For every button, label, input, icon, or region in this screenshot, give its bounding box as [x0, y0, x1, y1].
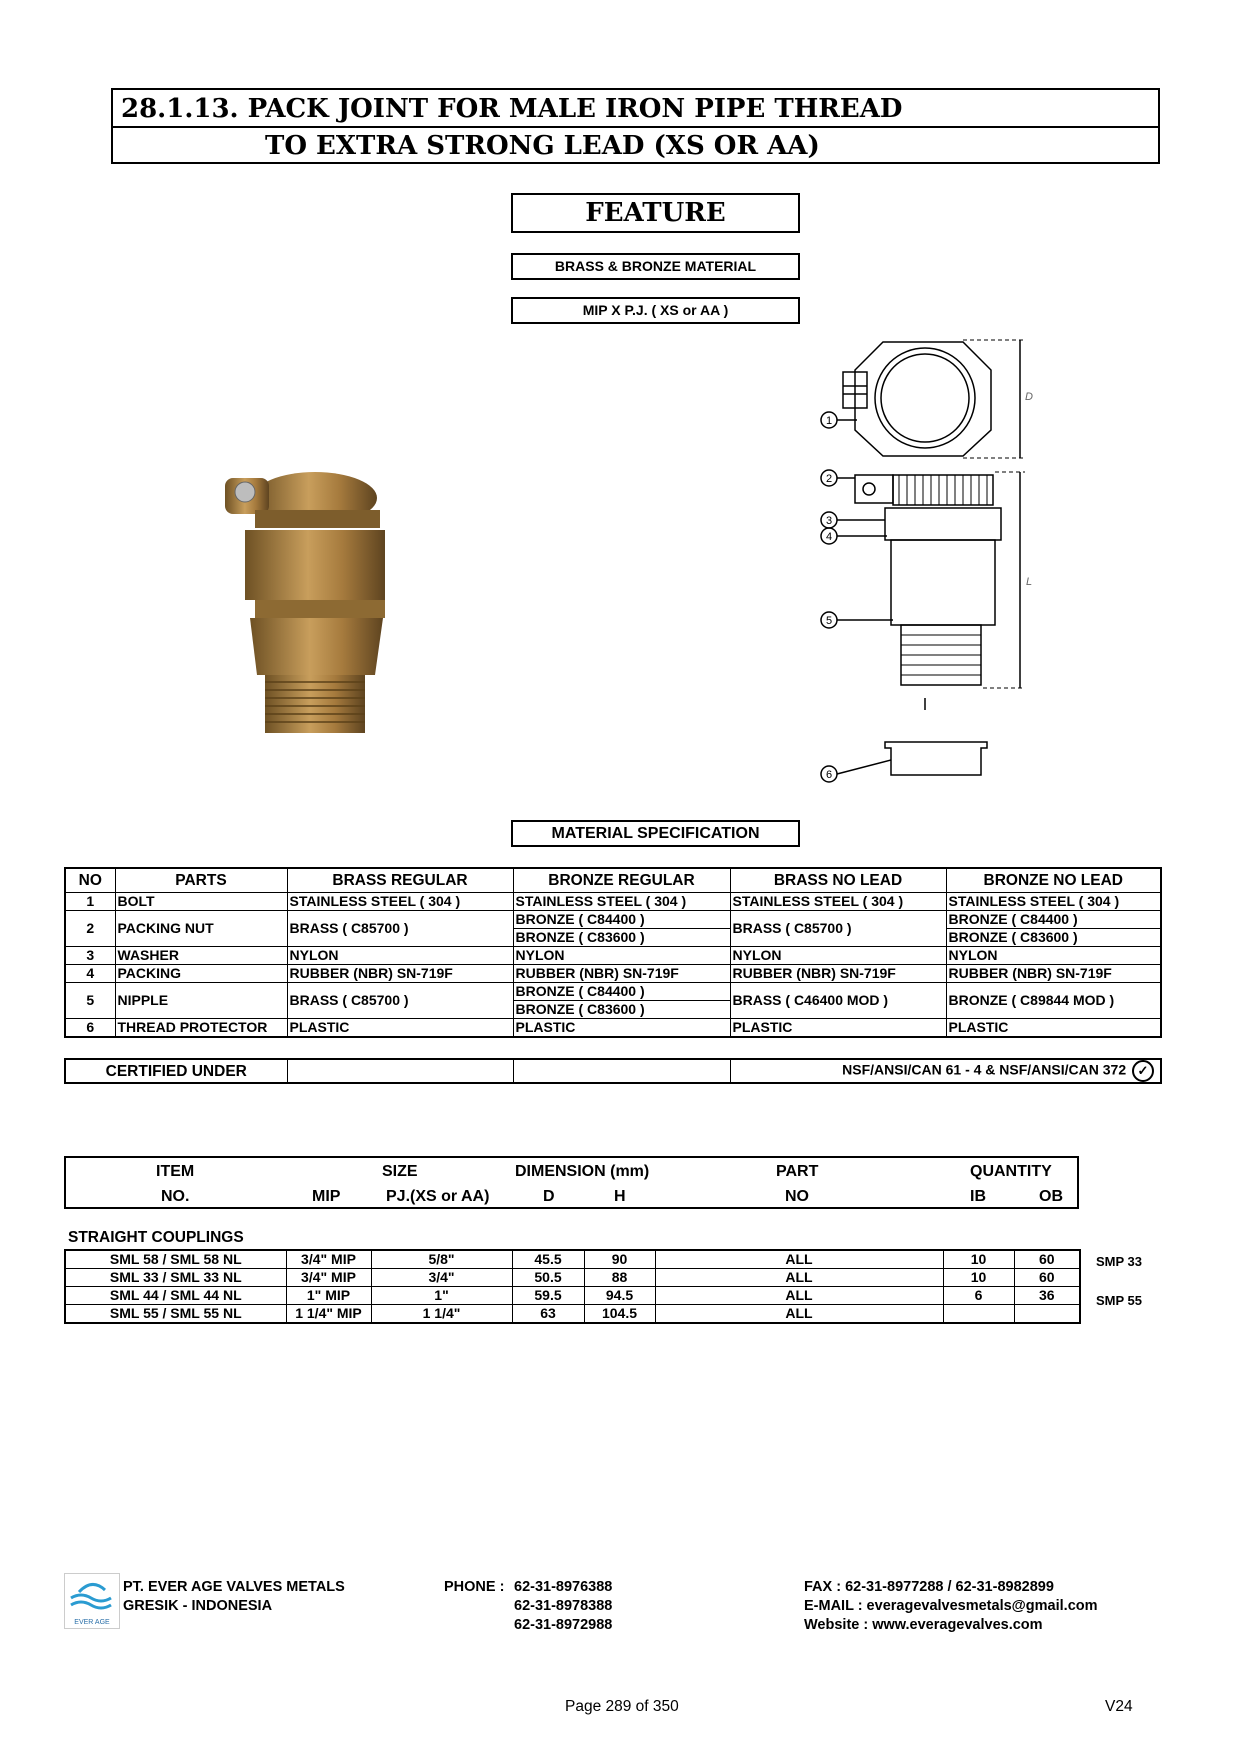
material-spec-table: [64, 867, 1162, 1038]
company-name: PT. EVER AGE VALVES METALS: [123, 1579, 345, 1595]
callout-3: 3: [825, 515, 833, 527]
header-no: NO.: [161, 1188, 190, 1205]
cell-h: 94.5: [584, 1287, 655, 1305]
cell-d: 63: [512, 1305, 584, 1324]
page-title: 28.1.13. PACK JOINT FOR MALE IRON PIPE THREAD: [121, 94, 903, 124]
cell-d: 50.5: [512, 1269, 584, 1287]
row-note: SMP 55: [1096, 1293, 1143, 1308]
header-item: ITEM: [156, 1163, 195, 1180]
cell-ob: 36: [1014, 1287, 1080, 1305]
certified-empty-cell: [287, 1059, 513, 1083]
cell-no: 2: [65, 911, 115, 947]
header-pj: PJ.(XS or AA): [386, 1188, 490, 1205]
table-row: [65, 965, 1161, 983]
cell-ob: 60: [1014, 1269, 1080, 1287]
title-box-line2: [111, 126, 1160, 164]
cell-bronze-regular: STAINLESS STEEL ( 304 ): [513, 893, 730, 911]
cell-ib: [943, 1305, 1014, 1324]
cell-bronze-no-lead: NYLON: [946, 947, 1161, 965]
callout-1: 1: [825, 415, 833, 427]
cell-bronze-no-lead: STAINLESS STEEL ( 304 ): [946, 893, 1161, 911]
table-header: NO: [65, 868, 115, 893]
phone-number: 62-31-8978388: [514, 1598, 613, 1614]
table-row: [65, 1305, 1080, 1324]
cell-part: NIPPLE: [115, 983, 287, 1019]
callout-2: 2: [825, 473, 833, 485]
cell-brass-no-lead: STAINLESS STEEL ( 304 ): [730, 893, 946, 911]
cell-part: ALL: [655, 1287, 943, 1305]
cell-h: 90: [584, 1250, 655, 1269]
cell-brass-regular: RUBBER (NBR) SN-719F: [287, 965, 513, 983]
cell-no: 6: [65, 1019, 115, 1038]
cell-pj: 5/8": [371, 1250, 512, 1269]
feature-heading: FEATURE: [585, 198, 726, 228]
table-header: BRASS REGULAR: [287, 868, 513, 893]
cell-no: 4: [65, 965, 115, 983]
cell-bronze-no-lead: PLASTIC: [946, 1019, 1161, 1038]
cell-brass-no-lead: RUBBER (NBR) SN-719F: [730, 965, 946, 983]
header-size: SIZE: [382, 1163, 418, 1180]
cell-brass-regular: STAINLESS STEEL ( 304 ): [287, 893, 513, 911]
cell-bronze-regular: BRONZE ( C83600 ): [513, 929, 730, 947]
callout-6: 6: [825, 769, 833, 781]
cell-item: SML 55 / SML 55 NL: [65, 1305, 286, 1324]
table-row: [65, 911, 1161, 929]
cell-d: 59.5: [512, 1287, 584, 1305]
cell-ib: 6: [943, 1287, 1014, 1305]
table-header: BRONZE NO LEAD: [946, 868, 1161, 893]
cell-ib: 10: [943, 1269, 1014, 1287]
callout-5: 5: [825, 615, 833, 627]
cell-bronze-no-lead: BRONZE ( C89844 MOD ): [946, 983, 1161, 1019]
header-part: PART: [776, 1163, 819, 1180]
cell-bronze-regular: BRONZE ( C84400 ): [513, 983, 730, 1001]
certified-row: [65, 1059, 1161, 1083]
header-h: H: [614, 1188, 626, 1205]
cell-brass-regular: PLASTIC: [287, 1019, 513, 1038]
cell-h: 88: [584, 1269, 655, 1287]
table-row: [65, 1019, 1161, 1038]
cell-no: 5: [65, 983, 115, 1019]
section-title: STRAIGHT COUPLINGS: [68, 1229, 244, 1246]
cell-bronze-no-lead: BRONZE ( C84400 ): [946, 911, 1161, 929]
feature-item: MIP X P.J. ( XS or AA ): [511, 297, 800, 324]
cell-part: ALL: [655, 1250, 943, 1269]
cell-part: BOLT: [115, 893, 287, 911]
cell-mip: 3/4" MIP: [286, 1269, 371, 1287]
cell-pj: 3/4": [371, 1269, 512, 1287]
version-label: V24: [1105, 1698, 1133, 1715]
cell-item: SML 44 / SML 44 NL: [65, 1287, 286, 1305]
company-location: GRESIK - INDONESIA: [123, 1598, 273, 1614]
cell-brass-no-lead: BRASS ( C46400 MOD ): [730, 983, 946, 1019]
cell-brass-regular: BRASS ( C85700 ): [287, 983, 513, 1019]
certified-value: NSF/ANSI/CAN 61 - 4 & NSF/ANSI/CAN 372: [842, 1061, 1127, 1078]
dimension-d-label: D: [1025, 391, 1033, 403]
cell-brass-no-lead: BRASS ( C85700 ): [730, 911, 946, 947]
header-dimension: DIMENSION (mm): [515, 1163, 650, 1180]
cell-ob: 60: [1014, 1250, 1080, 1269]
header-ob: OB: [1039, 1188, 1063, 1205]
header-part-no: NO: [785, 1188, 809, 1205]
phone-number: 62-31-8976388: [514, 1579, 613, 1595]
cell-ob: [1014, 1305, 1080, 1324]
cell-bronze-regular: BRONZE ( C84400 ): [513, 911, 730, 929]
cell-part: PACKING: [115, 965, 287, 983]
cell-bronze-no-lead: RUBBER (NBR) SN-719F: [946, 965, 1161, 983]
cell-brass-no-lead: PLASTIC: [730, 1019, 946, 1038]
cell-bronze-regular: NYLON: [513, 947, 730, 965]
table-header: BRONZE REGULAR: [513, 868, 730, 893]
feature-heading-box: [511, 193, 800, 233]
cell-mip: 1 1/4" MIP: [286, 1305, 371, 1324]
dimension-l-label: L: [1025, 576, 1033, 588]
table-row: [65, 1287, 1080, 1305]
product-photo: [215, 470, 395, 740]
callout-4: 4: [825, 531, 833, 543]
certification-check-icon: ✓: [1132, 1060, 1154, 1082]
cell-bronze-regular: PLASTIC: [513, 1019, 730, 1038]
material-spec-heading: MATERIAL SPECIFICATION: [511, 820, 800, 847]
fax-number: FAX : 62-31-8977288 / 62-31-8982899: [804, 1579, 1054, 1595]
table-row: [65, 893, 1161, 911]
cell-brass-regular: BRASS ( C85700 ): [287, 911, 513, 947]
product-table-header: [64, 1156, 1079, 1209]
cell-pj: 1 1/4": [371, 1305, 512, 1324]
page-subtitle: TO EXTRA STRONG LEAD (XS OR AA): [265, 131, 820, 161]
technical-diagram: [815, 330, 1055, 790]
phone-label: PHONE :: [444, 1579, 505, 1595]
certified-value-cell: [730, 1059, 1161, 1083]
cell-part: WASHER: [115, 947, 287, 965]
certified-label: CERTIFIED UNDER: [65, 1059, 287, 1083]
certified-table: [64, 1058, 1162, 1084]
table-row: [65, 1250, 1080, 1269]
table-row: [65, 983, 1161, 1001]
feature-item: BRASS & BRONZE MATERIAL: [511, 253, 800, 280]
cell-no: 1: [65, 893, 115, 911]
header-ib: IB: [970, 1188, 986, 1205]
phone-number: 62-31-8972988: [514, 1617, 613, 1633]
cell-mip: 3/4" MIP: [286, 1250, 371, 1269]
cell-mip: 1" MIP: [286, 1287, 371, 1305]
cell-brass-regular: NYLON: [287, 947, 513, 965]
header-d: D: [543, 1188, 555, 1205]
header-quantity: QUANTITY: [970, 1163, 1052, 1180]
table-row: [65, 947, 1161, 965]
certified-empty-cell: [513, 1059, 730, 1083]
row-note: SMP 33: [1096, 1254, 1143, 1269]
cell-part: THREAD PROTECTOR: [115, 1019, 287, 1038]
cell-part: ALL: [655, 1269, 943, 1287]
table-header: PARTS: [115, 868, 287, 893]
cell-pj: 1": [371, 1287, 512, 1305]
cell-part: ALL: [655, 1305, 943, 1324]
website-address: Website : www.everagevalves.com: [804, 1617, 1043, 1633]
cell-part: PACKING NUT: [115, 911, 287, 947]
cell-item: SML 33 / SML 33 NL: [65, 1269, 286, 1287]
cell-bronze-regular: BRONZE ( C83600 ): [513, 1001, 730, 1019]
header-mip: MIP: [312, 1188, 341, 1205]
cell-d: 45.5: [512, 1250, 584, 1269]
cell-ib: 10: [943, 1250, 1014, 1269]
cell-item: SML 58 / SML 58 NL: [65, 1250, 286, 1269]
cell-bronze-no-lead: BRONZE ( C83600 ): [946, 929, 1161, 947]
cell-brass-no-lead: NYLON: [730, 947, 946, 965]
page-number: Page 289 of 350: [565, 1698, 679, 1715]
logo-text: EVER AGE: [74, 1619, 110, 1626]
logo-waves-icon: [65, 1574, 119, 1614]
email-address: E-MAIL : everagevalvesmetals@gmail.com: [804, 1598, 1098, 1614]
company-logo: [64, 1573, 120, 1629]
table-row: [65, 1269, 1080, 1287]
cell-h: 104.5: [584, 1305, 655, 1324]
product-table: [64, 1249, 1081, 1324]
cell-no: 3: [65, 947, 115, 965]
table-header-row: [65, 868, 1161, 893]
cell-bronze-regular: RUBBER (NBR) SN-719F: [513, 965, 730, 983]
title-box-line1: [111, 88, 1160, 128]
table-header: BRASS NO LEAD: [730, 868, 946, 893]
